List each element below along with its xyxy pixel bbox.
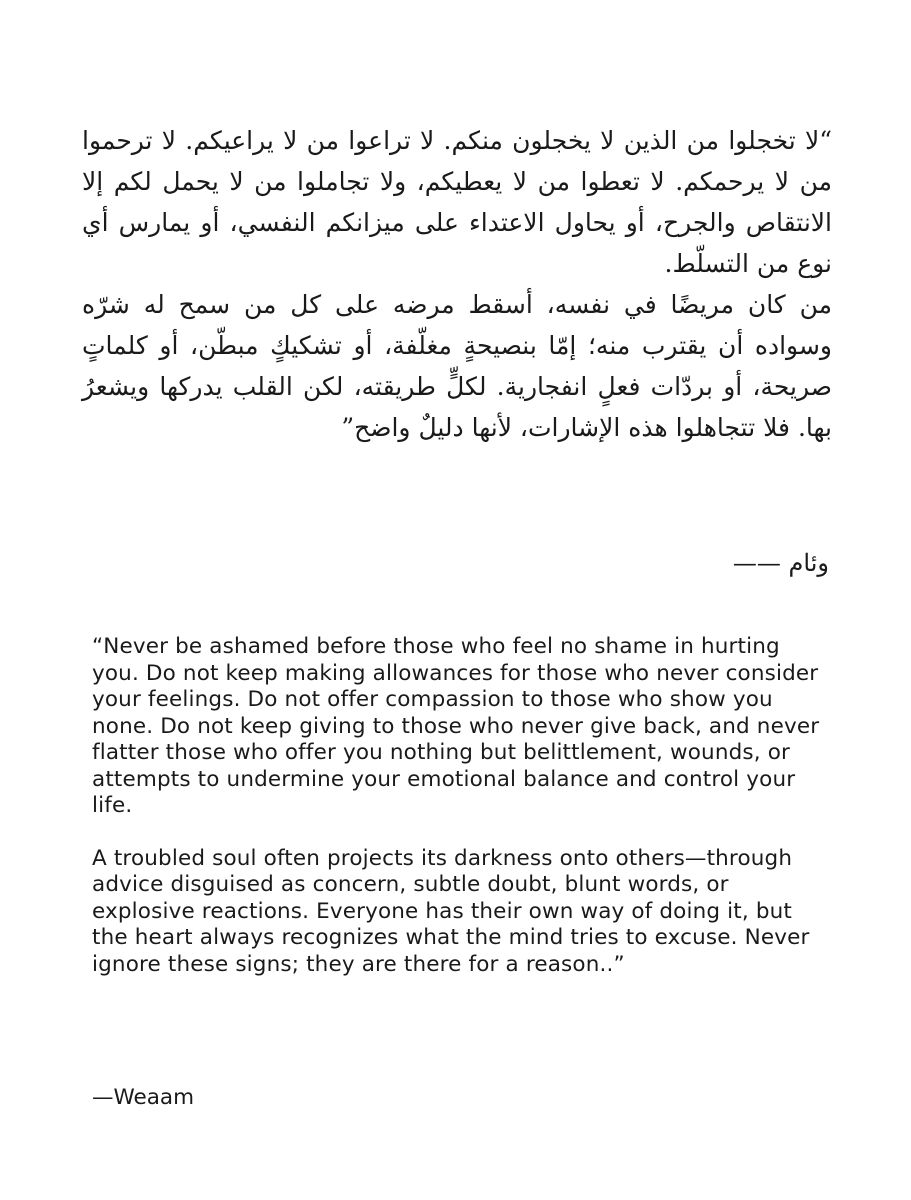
arabic-quote — [82, 120, 832, 448]
arabic-signature: وئام —— — [732, 549, 829, 577]
arabic-paragraph-1: “لا تخجلوا من الذين لا يخجلون منكم. لا تراعوا من لا يراعيكم. لا ترحموا من لا يرحمكم. لا تعطوا من لا يعطيكم، ولا تجاملوا من لا يحمل لكم إلا الانتقاص والجرح، أو يحاول الاعتداء على ميزانكم النفسي، أو يمارس أي نوع من التسلّط. — [82, 126, 832, 278]
english-paragraph-1: “Never be ashamed before those who feel no shame in hurting you. Do not keep making allowances for those who never consider your feelings. Do not offer compassion to those who show you none. Do not keep giving to those who never give back, and never flatter those who offer you nothing but belittlement, wounds, or attempts to undermine your emotional balance and control your life. — [92, 634, 820, 818]
english-quote — [92, 634, 832, 978]
english-paragraph-2: A troubled soul often projects its darkness onto others—through advice disguised as concern, subtle doubt, blunt words, or explosive reactions. Everyone has their own way of doing it, but the heart always recognizes what the mind tries to excuse. Never ignore these signs; they are there for a reason..” — [92, 845, 810, 977]
arabic-paragraph-2: من كان مريضًا في نفسه، أسقط مرضه على كل من سمح له شرّه وسواده أن يقترب منه؛ إمّا بنصيحةٍ مغلّفة، أو تشكيكٍ مبطّن، أو كلماتٍ صريحة، أو بردّات فعلٍ انفجارية. لكلٍّ طريقته، لكن القلب يدركها ويشعرُ بها. فلا تتجاهلوا هذه الإشارات، لأنها دليلٌ واضح” — [82, 290, 832, 442]
english-signature: —Weaam — [92, 1085, 195, 1110]
